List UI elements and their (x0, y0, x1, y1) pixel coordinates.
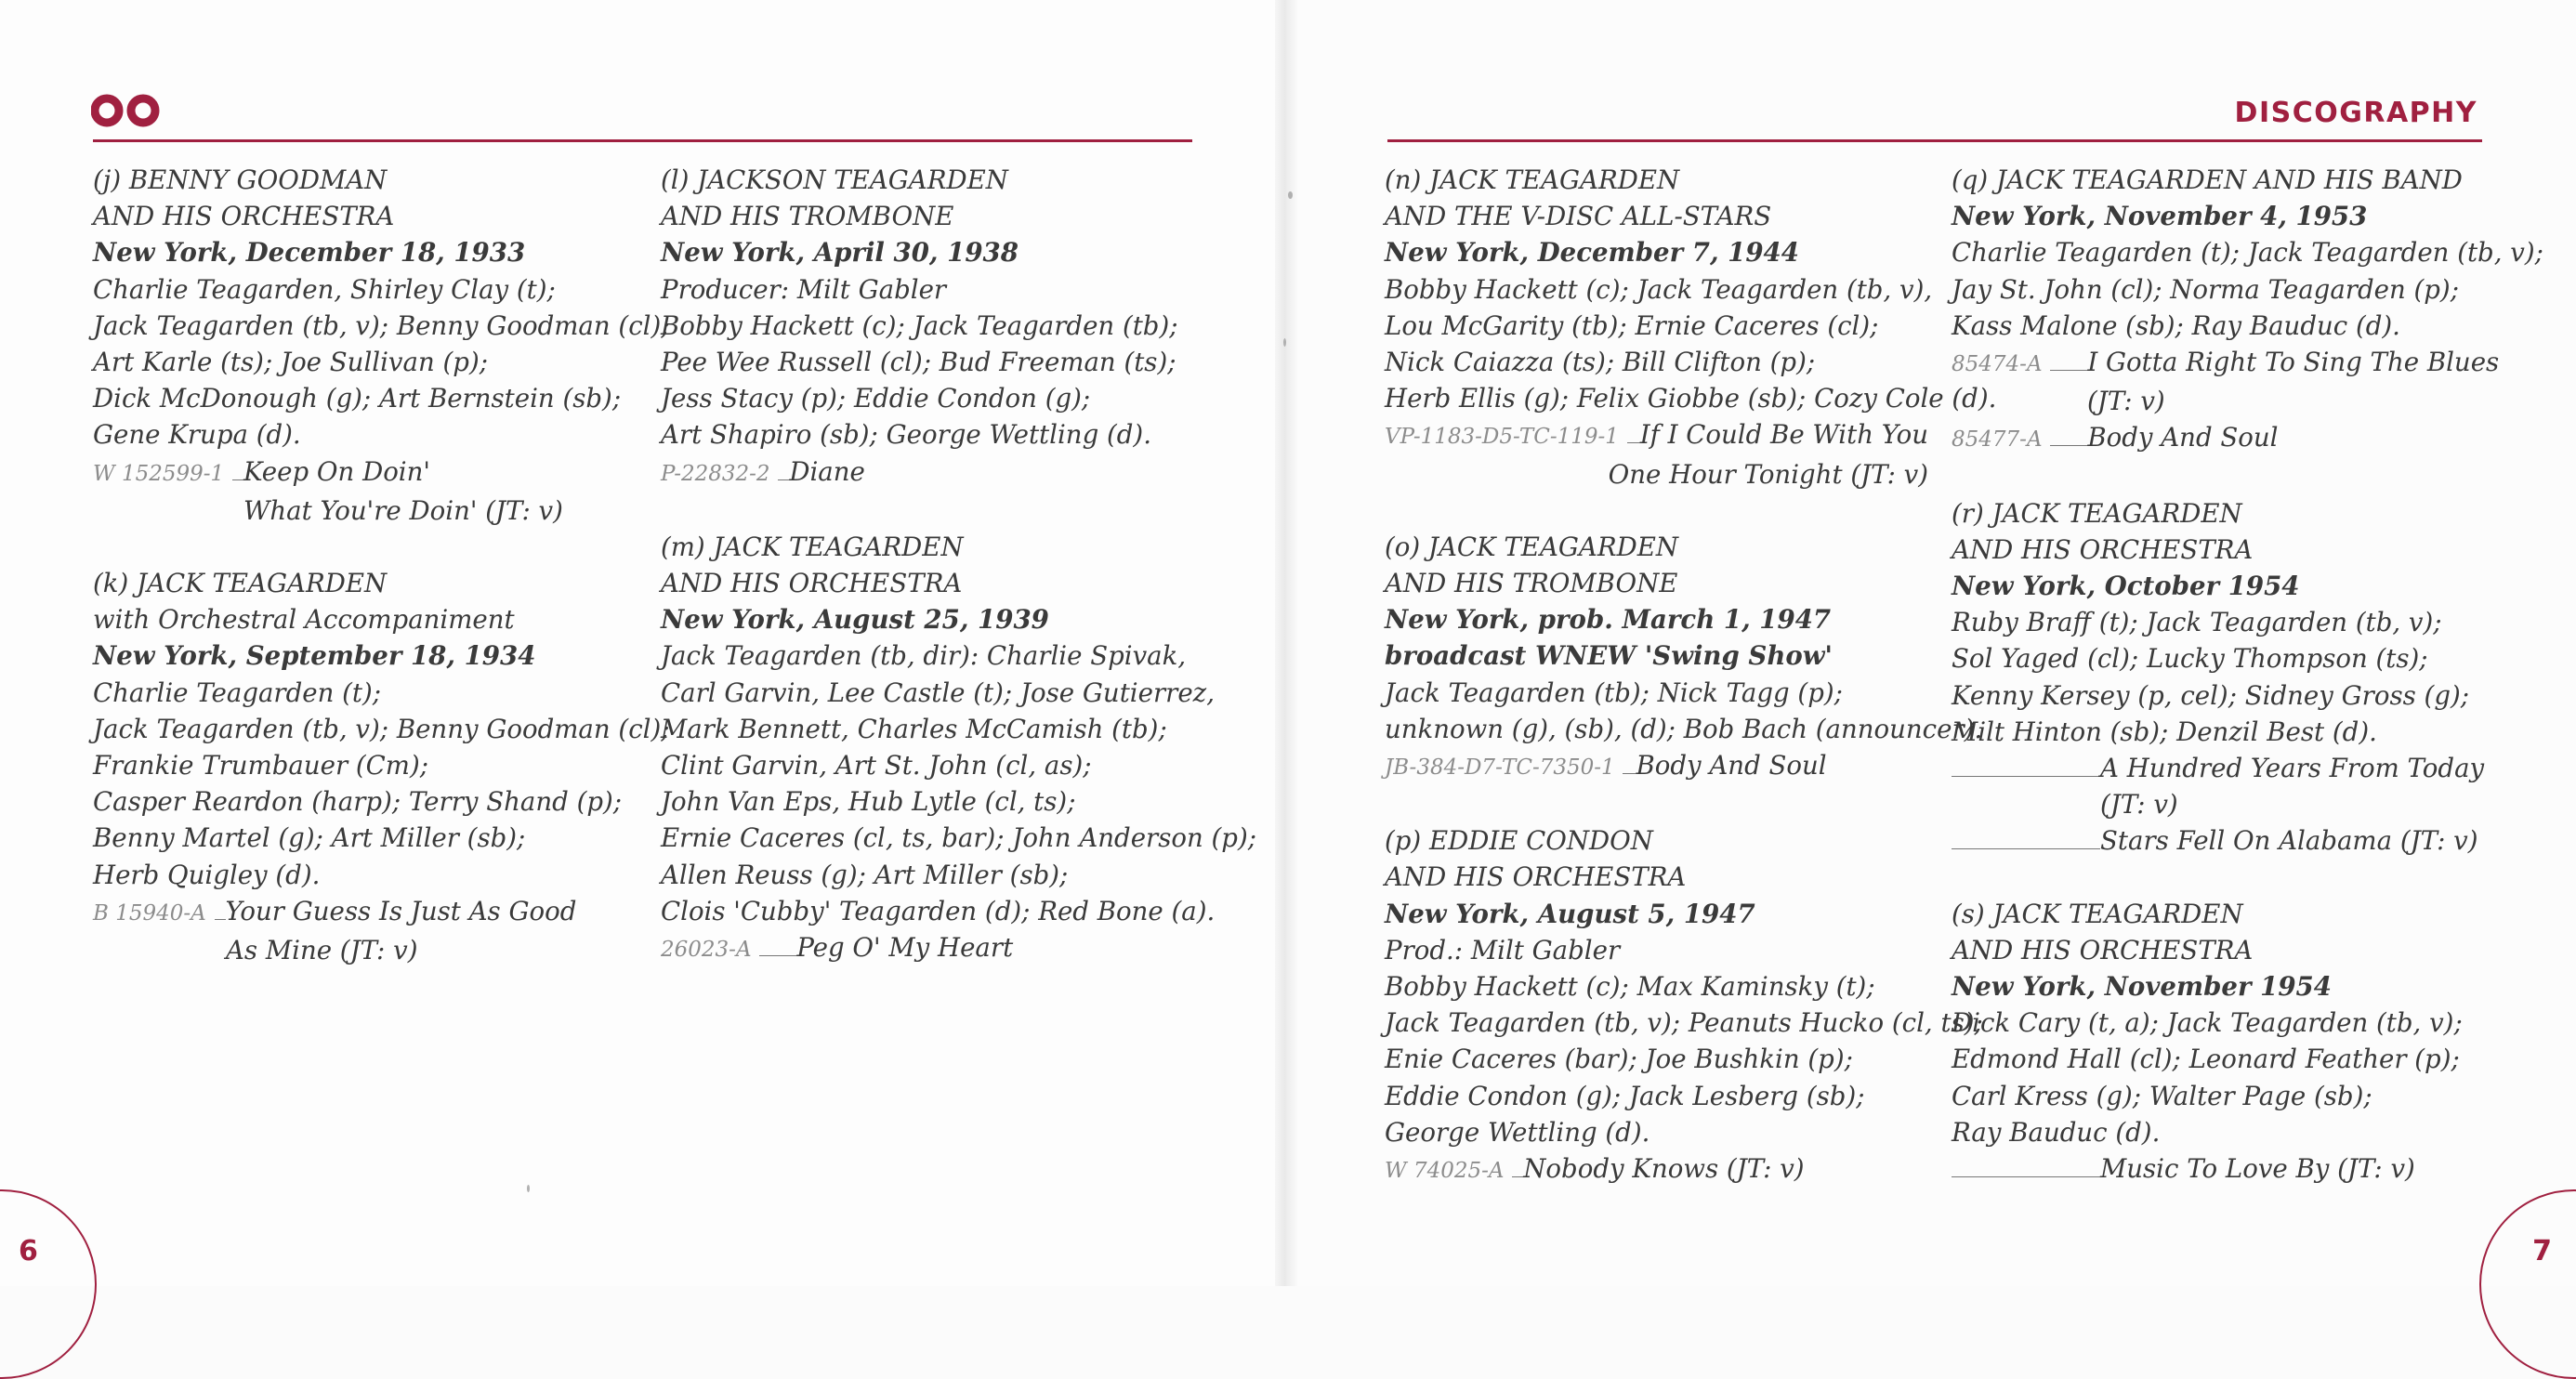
track-title: I Gotta Right To Sing The Blues (2087, 347, 2500, 378)
session-entry (1952, 162, 2543, 459)
personnel-line: Bobby Hackett (c); Jack Teagarden (tb, v), (1385, 273, 1933, 305)
personnel-line: Art Shapiro (sb); George Wettling (d). (661, 419, 1151, 451)
matrix-number: JB-384-D7-TC-7350-1 (1385, 755, 1615, 781)
page-number-left: 6 (19, 1235, 38, 1267)
personnel-line: Benny Martel (g); Art Miller (sb); (93, 822, 526, 854)
personnel-line: Ruby Braff (t); Jack Teagarden (tb, v); (1952, 607, 2442, 638)
track-title: Keep On Doin' (243, 455, 430, 487)
page-number-right: 7 (2532, 1235, 2552, 1267)
track-title-continuation: (JT: v) (2087, 386, 2165, 417)
personnel-line: Sol Yaged (cl); Lucky Thompson (ts); (1952, 643, 2428, 675)
session-entry (93, 565, 670, 968)
track-title-continuation: (JT: v) (2100, 789, 2178, 821)
column-2 (661, 162, 1257, 1005)
personnel-line: Nick Caiazza (ts); Bill Clifton (p); (1385, 347, 1816, 378)
personnel-line: Lou McGarity (tb); Ernie Caceres (cl); (1385, 309, 1879, 341)
title-leader-line (2050, 369, 2087, 371)
column-4 (1952, 162, 2543, 1223)
session-heading: (r) JACK TEAGARDEN (1952, 497, 2242, 529)
track-row (1952, 750, 2491, 786)
personnel-line: Allen Reuss (g); Art Miller (sb); (661, 859, 1069, 890)
session-date: New York, October 1954 (1952, 571, 2300, 602)
track-title: Nobody Knows (JT: v) (1523, 1153, 1805, 1185)
track-title: Music To Love By (JT: v) (2100, 1153, 2415, 1185)
track-title-continuation: What You're Doin' (JT: v) (243, 494, 563, 526)
personnel-line: Gene Krupa (d). (93, 419, 301, 451)
matrix-number: W 152599-1 (93, 461, 225, 486)
track-title-continuation: One Hour Tonight (JT: v) (1608, 458, 1928, 490)
session-heading: with Orchestral Accompaniment (93, 604, 515, 636)
personnel-line: Jack Teagarden (tb); Nick Tagg (p); (1385, 676, 1843, 708)
track-row (93, 893, 651, 932)
matrix-number: W 74025-A (1385, 1159, 1505, 1184)
session-heading: AND HIS TROMBONE (1385, 568, 1678, 599)
track-title: Peg O' My Heart (796, 932, 1014, 964)
personnel-line: Charlie Teagarden (t); Jack Teagarden (tb, v); (1952, 237, 2543, 269)
track-title: Your Guess Is Just As Good (225, 895, 577, 926)
personnel-line: Casper Reardon (harp); Terry Shand (p); (93, 786, 623, 818)
session-heading: (q) JACK TEAGARDEN AND HIS BAND (1952, 164, 2463, 195)
personnel-line: Producer: Milt Gabler (661, 273, 947, 305)
session-heading: AND HIS TROMBONE (661, 201, 954, 232)
personnel-line: Herb Ellis (g); Felix Giobbe (sb); Cozy Cole (d). (1385, 383, 1997, 414)
personnel-line: Kass Malone (sb); Ray Bauduc (d). (1952, 309, 2400, 341)
track-title: If I Could Be With You (1639, 419, 1928, 451)
personnel-line: Jay St. John (cl); Norma Teagarden (p); (1952, 273, 2459, 305)
session-heading: (o) JACK TEAGARDEN (1385, 531, 1679, 562)
personnel-line: Jess Stacy (p); Eddie Condon (g); (661, 383, 1091, 414)
session-heading: (m) JACK TEAGARDEN (661, 531, 964, 562)
personnel-line: Herb Quigley (d). (93, 859, 321, 890)
personnel-line: Jack Teagarden (tb, dir): Charlie Spivak, (661, 640, 1187, 672)
session-heading: (j) BENNY GOODMAN (93, 164, 388, 195)
personnel-line: Bobby Hackett (c); Max Kaminsky (t); (1385, 971, 1875, 1003)
personnel-line: Mark Bennett, Charles McCamish (tb); (661, 713, 1167, 744)
track-row (1385, 747, 1942, 786)
header-rule-right (1387, 139, 2482, 142)
session-entry (1952, 896, 2491, 1188)
column-3 (1385, 162, 1997, 1226)
personnel-line: Dick Cary (t, a); Jack Teagarden (tb, v); (1952, 1007, 2463, 1039)
title-leader-line (215, 918, 226, 920)
personnel-line: Frankie Trumbauer (Cm); (93, 750, 429, 781)
title-leader-line (1952, 1175, 2100, 1177)
title-leader-line (232, 479, 243, 480)
track-title: Diane (789, 455, 865, 487)
matrix-number: B 15940-A (93, 900, 206, 926)
running-head: DISCOGRAPHY (2234, 97, 2477, 129)
track-row (1952, 1150, 2491, 1187)
session-date: New York, August 25, 1939 (661, 604, 1049, 636)
session-entry (1385, 529, 1983, 786)
title-leader-line (1512, 1175, 1523, 1177)
session-date: New York, December 18, 1933 (93, 237, 526, 269)
session-date: New York, April 30, 1938 (661, 237, 1019, 269)
session-date: New York, November 1954 (1952, 971, 2332, 1003)
paper-speck (1288, 191, 1293, 199)
header-rule-left (93, 139, 1192, 142)
personnel-line: Art Karle (ts); Joe Sullivan (p); (93, 347, 489, 378)
session-entry (661, 529, 1257, 968)
paper-speck (1283, 338, 1286, 347)
title-leader-line (1627, 441, 1640, 443)
double-ring-logo-icon (91, 94, 165, 127)
session-heading: (k) JACK TEAGARDEN (93, 568, 388, 599)
session-heading: AND HIS ORCHESTRA (1952, 934, 2254, 965)
track-row (661, 929, 1218, 968)
session-date: New York, August 5, 1947 (1385, 898, 1755, 929)
session-date: New York, prob. March 1, 1947 (1385, 604, 1832, 636)
track-title: Body And Soul (1636, 750, 1827, 781)
session-entry (1952, 495, 2491, 860)
personnel-line: Charlie Teagarden (t); (93, 676, 382, 708)
matrix-number: VP-1183-D5-TC-119-1 (1385, 425, 1619, 450)
title-leader-line (759, 954, 796, 956)
personnel-line: Ernie Caceres (cl, ts, bar); John Anderson (p); (661, 822, 1257, 854)
matrix-number: 26023-A (661, 938, 752, 963)
session-entry (1385, 162, 1997, 492)
track-row (93, 453, 651, 492)
session-entry (1385, 822, 1983, 1189)
session-heading: AND HIS ORCHESTRA (1952, 533, 2254, 565)
personnel-line: Prod.: Milt Gabler (1385, 934, 1621, 965)
track-title-continuation: As Mine (JT: v) (226, 935, 418, 966)
track-row (661, 453, 1218, 492)
matrix-number: 85474-A (1952, 352, 2043, 377)
personnel-line: Milt Hinton (sb); Denzil Best (d). (1952, 716, 2377, 747)
session-heading: AND THE V-DISC ALL-STARS (1385, 201, 1772, 232)
track-row (1952, 344, 2500, 383)
personnel-line: Charlie Teagarden, Shirley Clay (t); (93, 273, 556, 305)
session-heading: (n) JACK TEAGARDEN (1385, 164, 1680, 195)
personnel-line: Carl Garvin, Lee Castle (t); Jose Gutierrez, (661, 676, 1215, 708)
session-heading: AND HIS ORCHESTRA (1385, 861, 1687, 893)
personnel-line: Clint Garvin, Art St. John (cl, as); (661, 750, 1092, 781)
personnel-line: John Van Eps, Hub Lytle (cl, ts); (661, 786, 1076, 818)
personnel-line: Ray Bauduc (d). (1952, 1116, 2161, 1148)
personnel-line: Dick McDonough (g); Art Bernstein (sb); (93, 383, 622, 414)
track-row (1952, 822, 2491, 859)
session-heading: AND HIS ORCHESTRA (93, 201, 395, 232)
session-date: broadcast WNEW 'Swing Show' (1385, 640, 1833, 672)
personnel-line: unknown (g), (sb), (d); Bob Bach (announcer). (1385, 713, 1983, 744)
title-leader-line (1952, 847, 2100, 849)
title-leader-line (1623, 772, 1636, 774)
track-title: A Hundred Years From Today (2100, 753, 2485, 784)
personnel-line: Jack Teagarden (tb, v); Benny Goodman (cl); (93, 309, 670, 341)
track-title: Stars Fell On Alabama (JT: v) (2100, 825, 2478, 857)
personnel-line: Kenny Kersey (p, cel); Sidney Gross (g); (1952, 679, 2470, 711)
column-1 (93, 162, 670, 1005)
personnel-line: Pee Wee Russell (cl); Bud Freeman (ts); (661, 347, 1176, 378)
personnel-line: Jack Teagarden (tb, v); Benny Goodman (cl); (93, 713, 670, 744)
track-row (1952, 419, 2491, 458)
session-heading: (p) EDDIE CONDON (1385, 825, 1653, 857)
book-gutter (1275, 0, 1297, 1286)
personnel-line: Edmond Hall (cl); Leonard Feather (p); (1952, 1044, 2460, 1075)
matrix-number: P-22832-2 (661, 461, 770, 486)
personnel-line: Clois 'Cubby' Teagarden (d); Red Bone (a). (661, 895, 1216, 926)
session-heading: AND HIS ORCHESTRA (661, 568, 963, 599)
personnel-line: Bobby Hackett (c); Jack Teagarden (tb); (661, 309, 1178, 341)
session-entry (661, 162, 1218, 492)
session-date: New York, September 18, 1934 (93, 640, 536, 672)
title-leader-line (2050, 444, 2087, 446)
personnel-line: Eddie Condon (g); Jack Lesberg (sb); (1385, 1080, 1865, 1111)
personnel-line: Carl Kress (g); Walter Page (sb); (1952, 1080, 2372, 1111)
session-entry (93, 162, 670, 529)
title-leader-line (1952, 775, 2100, 777)
session-date: New York, December 7, 1944 (1385, 237, 1799, 269)
track-row (1385, 416, 1942, 455)
session-heading: (s) JACK TEAGARDEN (1952, 898, 2243, 929)
track-title: Body And Soul (2087, 422, 2279, 453)
personnel-line: George Wettling (d). (1385, 1116, 1650, 1148)
personnel-line: Enie Caceres (bar); Joe Bushkin (p); (1385, 1044, 1853, 1075)
paper-speck (527, 1185, 530, 1192)
session-heading: (l) JACKSON TEAGARDEN (661, 164, 1008, 195)
session-date: New York, November 4, 1953 (1952, 201, 2368, 232)
track-row (1385, 1150, 1942, 1189)
personnel-line: Jack Teagarden (tb, v); Peanuts Hucko (cl, ts); (1385, 1007, 1983, 1039)
title-leader-line (778, 479, 789, 480)
matrix-number: 85477-A (1952, 427, 2043, 453)
